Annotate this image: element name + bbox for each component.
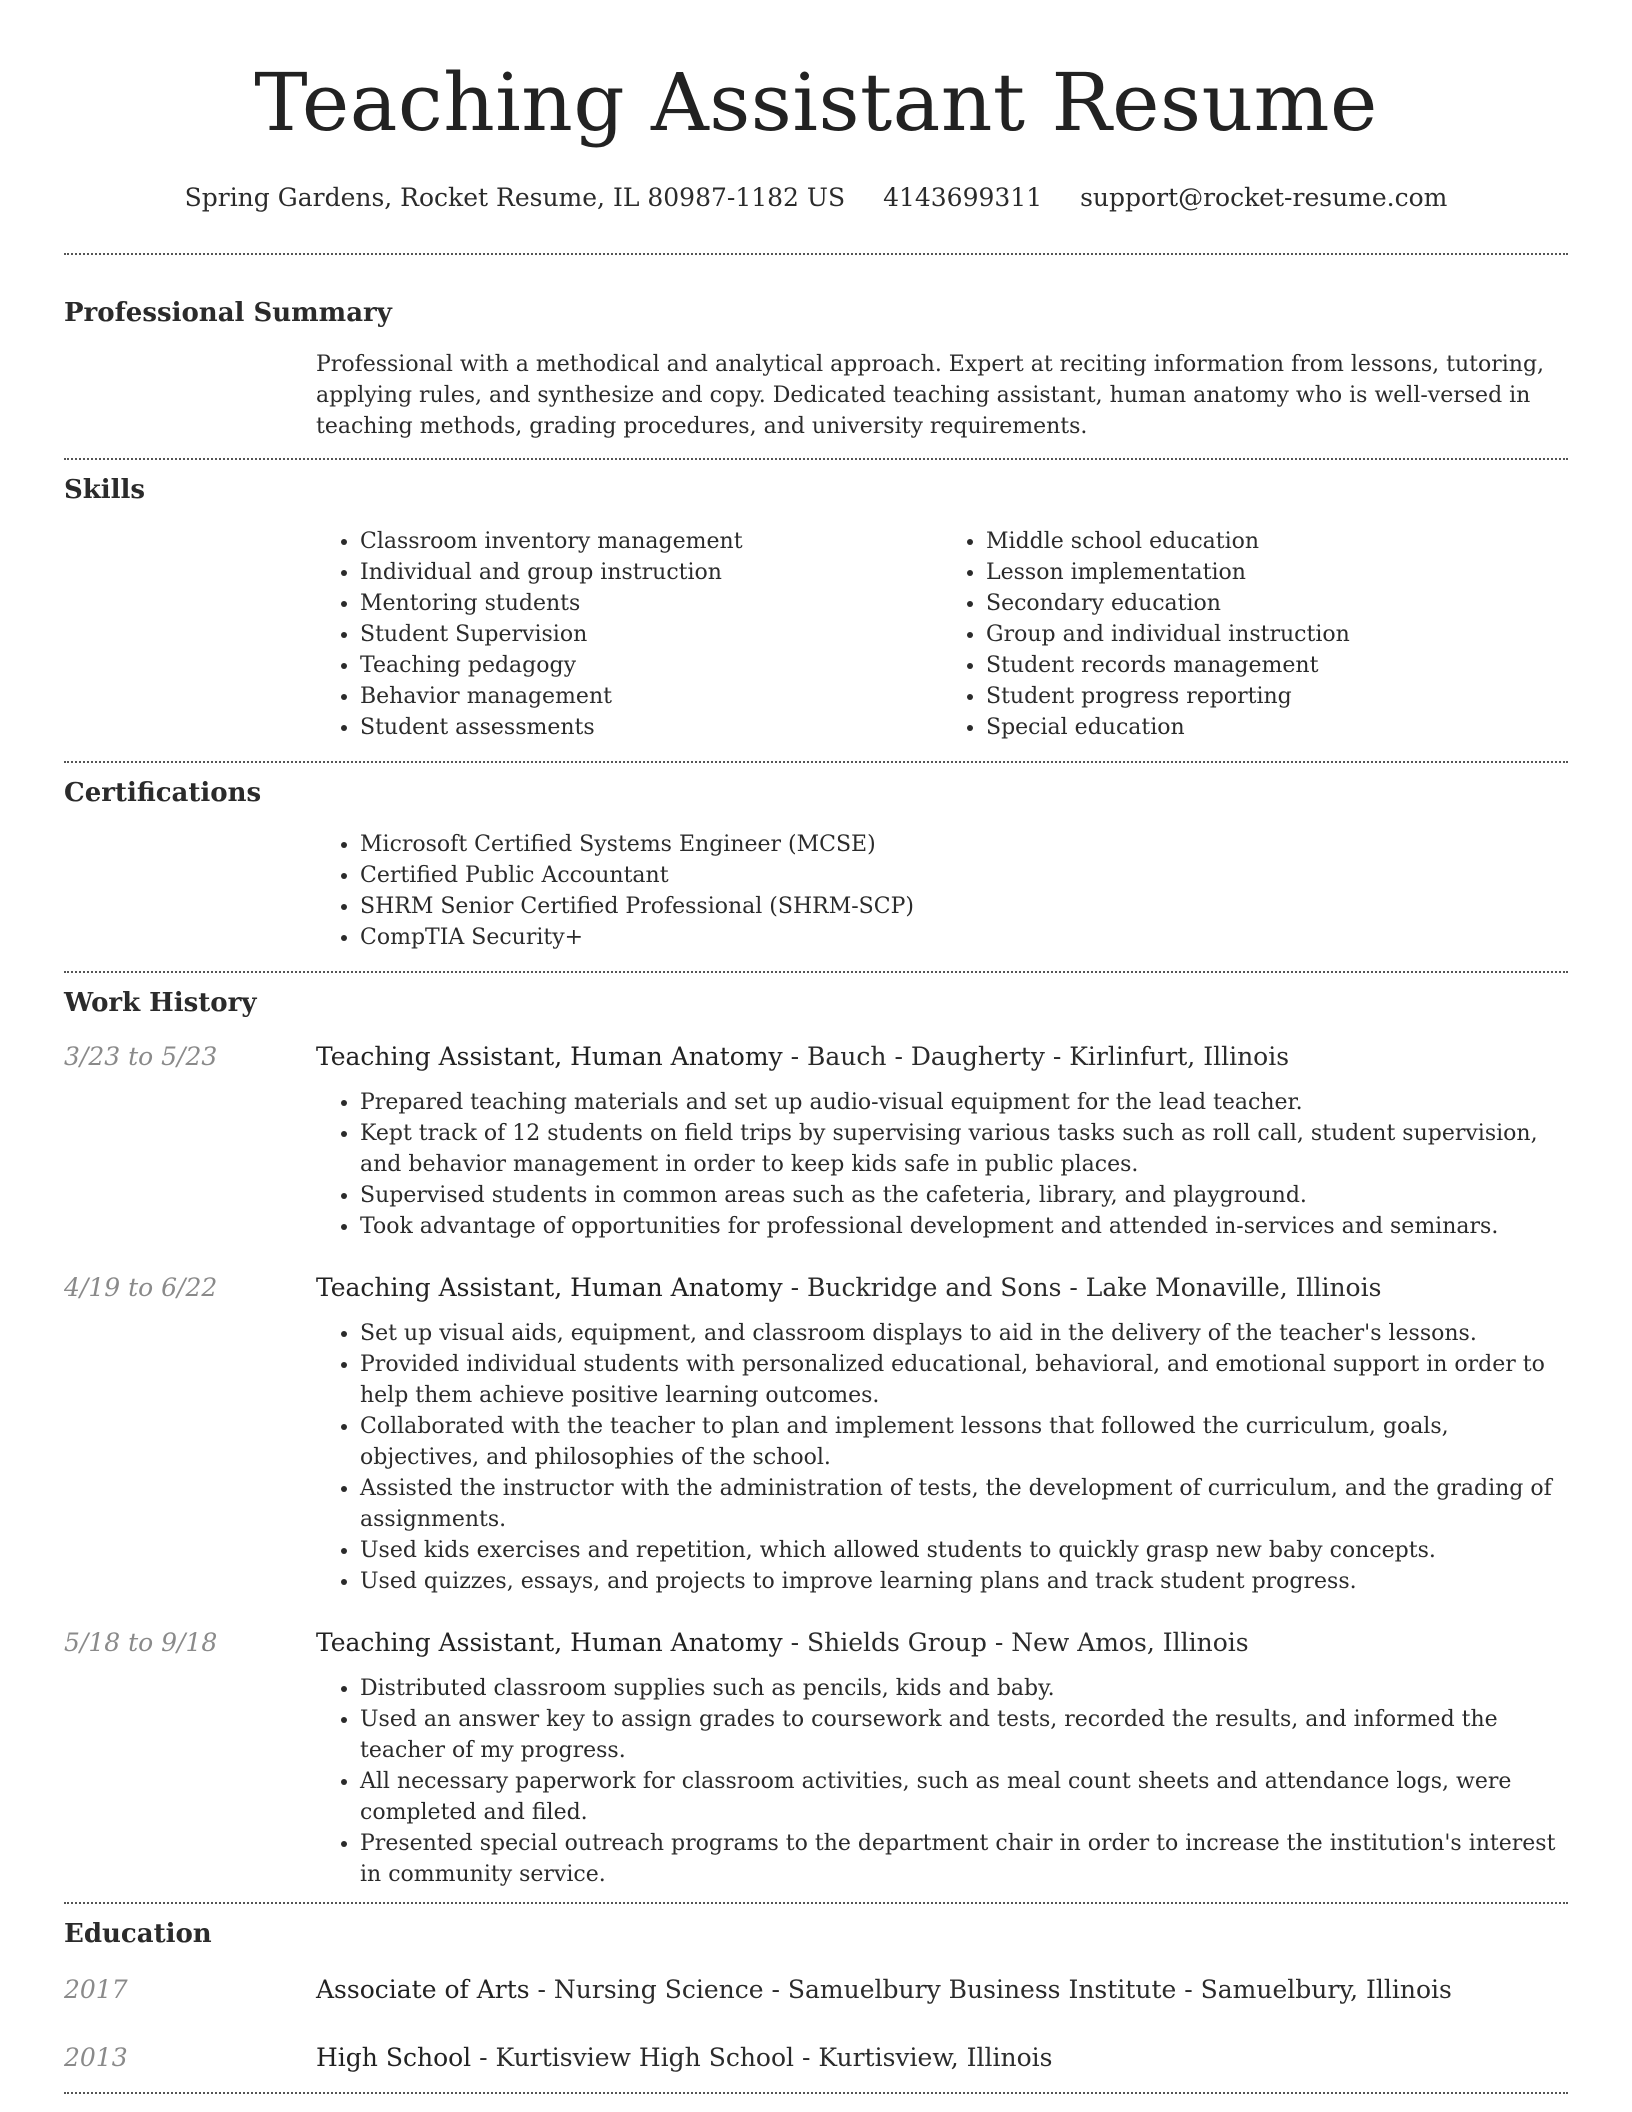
summary-heading: Professional Summary [64, 298, 392, 328]
divider [64, 253, 1568, 255]
skill-item: • Mentoring students [360, 588, 942, 619]
job-dates: 4/19 to 6/22 [64, 1273, 218, 1302]
skills-column-1 [316, 526, 942, 743]
education-year: 2017 [64, 1975, 128, 2004]
job-title: Teaching Assistant, Human Anatomy [316, 1273, 783, 1302]
education-year: 2013 [64, 2043, 128, 2072]
skills-column-2 [942, 526, 1568, 743]
divider [64, 1902, 1568, 1904]
skill-item: • Middle school education [986, 526, 1568, 557]
divider [64, 971, 1568, 973]
divider [64, 761, 1568, 763]
job-title: Teaching Assistant, Human Anatomy [316, 1042, 783, 1071]
education-school: - Nursing Science - Samuelbury Business Institute - Samuelbury, Illinois [529, 1975, 1452, 2004]
job-bullet: • Supervised students in common areas such as the cafeteria, library, and playground. [360, 1180, 1568, 1211]
job-bullet: • Kept track of 12 students on field trips by supervising various tasks such as roll call, student supervision, and behavior management in order to keep kids safe in public places. [360, 1118, 1568, 1180]
education-degree: High School [316, 2043, 472, 2072]
certification-item: • CompTIA Security+ [360, 922, 1568, 953]
job-entry [64, 1270, 1568, 1597]
work-history-heading: Work History [64, 988, 257, 1018]
education-degree: Associate of Arts [316, 1975, 530, 2004]
skill-item: • Secondary education [986, 588, 1568, 619]
education-section [64, 1916, 1568, 2076]
skill-item: • Lesson implementation [986, 557, 1568, 588]
job-employer: - Bauch - Daugherty - Kirlinfurt, Illinois [782, 1042, 1290, 1071]
job-header [316, 1270, 1568, 1306]
skill-item: • Student records management [986, 650, 1568, 681]
job-entry [64, 1039, 1568, 1242]
skill-item: • Classroom inventory management [360, 526, 942, 557]
job-bullet: • Used kids exercises and repetition, which allowed students to quickly grasp new baby concepts. [360, 1535, 1568, 1566]
divider [64, 458, 1568, 460]
job-header [316, 1039, 1568, 1075]
job-bullet: • Presented special outreach programs to the department chair in order to increase the institution's interest in community service. [360, 1828, 1568, 1890]
job-bullet: • Distributed classroom supplies such as pencils, kids and baby. [360, 1673, 1568, 1704]
skill-item: • Special education [986, 712, 1568, 743]
skills-grid [64, 526, 1568, 743]
contact-phone: 4143699311 [883, 183, 1043, 212]
certification-item: • Microsoft Certified Systems Engineer (MCSE) [360, 829, 1568, 860]
summary-text: Professional with a methodical and analytical approach. Expert at reciting information from lessons, tutoring, applying rules, and synthesize and copy. Dedicated teaching assistant, human anatomy who is well-versed in teaching methods, grading procedures, and university requirements. [316, 352, 1545, 439]
certification-item: • SHRM Senior Certified Professional (SHRM-SCP) [360, 891, 1568, 922]
job-bullet: • Set up visual aids, equipment, and classroom displays to aid in the delivery of the teacher's lessons. [360, 1318, 1568, 1349]
job-bullets [316, 1087, 1568, 1242]
job-bullet: • Collaborated with the teacher to plan and implement lessons that followed the curriculum, goals, objectives, and philosophies of the school. [360, 1411, 1568, 1473]
job-bullet: • All necessary paperwork for classroom activities, such as meal count sheets and attendance logs, were completed and filed. [360, 1766, 1568, 1828]
certifications-section [64, 775, 1568, 953]
education-entry [64, 2040, 1568, 2076]
work-history-section [64, 985, 1568, 1890]
skill-item: • Student progress reporting [986, 681, 1568, 712]
job-entry [64, 1625, 1568, 1890]
job-dates: 5/18 to 9/18 [64, 1628, 218, 1657]
job-header [316, 1625, 1568, 1661]
skill-item: • Student Supervision [360, 619, 942, 650]
resume-title: Teaching Assistant Resume [254, 56, 1378, 149]
contact-email: support@rocket-resume.com [1080, 183, 1448, 212]
skills-section [64, 472, 1568, 743]
skill-item: • Student assessments [360, 712, 942, 743]
job-dates: 3/23 to 5/23 [64, 1042, 218, 1071]
job-bullets [316, 1673, 1568, 1890]
certification-item: • Certified Public Accountant [360, 860, 1568, 891]
job-bullet: • Assisted the instructor with the administration of tests, the development of curriculum, and the grading of assignments. [360, 1473, 1568, 1535]
certifications-heading: Certifications [64, 778, 262, 808]
contact-line [64, 180, 1568, 216]
job-bullet: • Took advantage of opportunities for professional development and attended in-services and seminars. [360, 1211, 1568, 1242]
skill-item: • Individual and group instruction [360, 557, 942, 588]
skills-heading: Skills [64, 475, 146, 505]
job-bullet: • Prepared teaching materials and set up audio-visual equipment for the lead teacher. [360, 1087, 1568, 1118]
job-employer: - Buckridge and Sons - Lake Monaville, Illinois [782, 1273, 1382, 1302]
job-bullet: • Used an answer key to assign grades to coursework and tests, recorded the results, and informed the teacher of my progress. [360, 1704, 1568, 1766]
job-bullets [316, 1318, 1568, 1597]
education-heading: Education [64, 1919, 212, 1949]
skill-item: • Teaching pedagogy [360, 650, 942, 681]
education-entry [64, 1972, 1568, 2008]
contact-address: Spring Gardens, Rocket Resume, IL 80987-1182 US [184, 183, 846, 212]
job-bullet: • Used quizzes, essays, and projects to improve learning plans and track student progress. [360, 1566, 1568, 1597]
education-school: - Kurtisview High School - Kurtisview, Illinois [471, 2043, 1053, 2072]
job-employer: - Shields Group - New Amos, Illinois [782, 1628, 1249, 1657]
certifications-list [64, 829, 1568, 953]
skill-item: • Group and individual instruction [986, 619, 1568, 650]
job-bullet: • Provided individual students with personalized educational, behavioral, and emotional support in order to help them achieve positive learning outcomes. [360, 1349, 1568, 1411]
divider [64, 2092, 1568, 2094]
skill-item: • Behavior management [360, 681, 942, 712]
job-title: Teaching Assistant, Human Anatomy [316, 1628, 783, 1657]
summary-section [64, 295, 1568, 442]
